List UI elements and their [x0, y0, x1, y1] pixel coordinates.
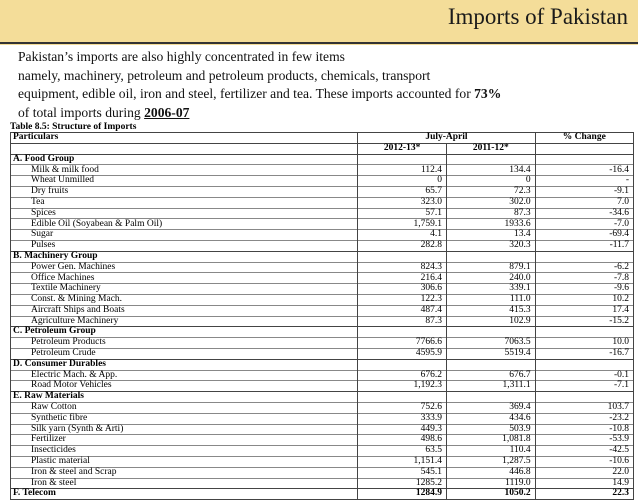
intro-line-3	[18, 85, 633, 104]
row-particular: Pulses	[11, 240, 358, 251]
table-row	[11, 197, 634, 208]
table-row	[11, 240, 634, 251]
row-value-2012-13: 87.3	[358, 316, 447, 327]
row-percent-change: -34.6	[535, 208, 633, 219]
period-value: 2006-07	[144, 104, 190, 120]
row-particular: Petroleum Crude	[11, 348, 358, 359]
row-value-2011-12: 676.7	[446, 370, 535, 381]
row-percent-change: -7.8	[535, 273, 633, 284]
row-percent-change: -11.7	[535, 240, 633, 251]
table-row	[11, 370, 634, 381]
row-value-2011-12: 415.3	[446, 305, 535, 316]
row-value-2012-13	[358, 327, 447, 338]
table-row	[11, 262, 634, 273]
row-particular: Road Motor Vehicles	[11, 381, 358, 392]
group-row	[11, 489, 634, 500]
table-row	[11, 446, 634, 457]
table-row	[11, 413, 634, 424]
row-percent-change	[535, 392, 633, 403]
row-value-2011-12: 320.3	[446, 240, 535, 251]
row-value-2011-12: 339.1	[446, 284, 535, 295]
row-percent-change: 7.0	[535, 197, 633, 208]
row-particular: Wheat Unmilled	[11, 176, 358, 187]
row-value-2011-12: 369.4	[446, 402, 535, 413]
header-blank	[11, 143, 358, 154]
row-value-2012-13: 752.6	[358, 402, 447, 413]
row-percent-change	[535, 154, 633, 165]
table-row	[11, 435, 634, 446]
row-percent-change: -10.8	[535, 424, 633, 435]
group-row	[11, 392, 634, 403]
row-particular: Synthetic fibre	[11, 413, 358, 424]
header-year-2: 2011-12*	[446, 143, 535, 154]
row-value-2012-13: 1285.2	[358, 478, 447, 489]
table-row	[11, 348, 634, 359]
row-particular: Power Gen. Machines	[11, 262, 358, 273]
row-percent-change: -23.2	[535, 413, 633, 424]
table-row	[11, 316, 634, 327]
row-particular: Tea	[11, 197, 358, 208]
row-value-2012-13: 487.4	[358, 305, 447, 316]
row-percent-change: -42.5	[535, 446, 633, 457]
row-value-2012-13: 824.3	[358, 262, 447, 273]
table-row	[11, 176, 634, 187]
table-row	[11, 186, 634, 197]
header-year-1: 2012-13*	[358, 143, 447, 154]
intro-paragraph	[18, 48, 633, 122]
row-percent-change	[535, 359, 633, 370]
row-percent-change: -6.2	[535, 262, 633, 273]
row-value-2012-13: 4.1	[358, 230, 447, 241]
row-particular: Milk & milk food	[11, 165, 358, 176]
row-value-2012-13: 449.3	[358, 424, 447, 435]
row-particular: Edible Oil (Soyabean & Palm Oil)	[11, 219, 358, 230]
table-row	[11, 305, 634, 316]
row-value-2011-12	[446, 154, 535, 165]
row-percent-change: -53.9	[535, 435, 633, 446]
row-value-2011-12: 0	[446, 176, 535, 187]
row-particular: Petroleum Products	[11, 338, 358, 349]
row-value-2012-13: 282.8	[358, 240, 447, 251]
row-particular: Silk yarn (Synth & Arti)	[11, 424, 358, 435]
intro-line-2: namely, machinery, petroleum and petroleum products, chemicals, transport	[18, 67, 431, 83]
row-value-2011-12: 134.4	[446, 165, 535, 176]
header-particulars: Particulars	[11, 133, 358, 144]
row-value-2011-12: 1,081.8	[446, 435, 535, 446]
row-value-2011-12: 879.1	[446, 262, 535, 273]
row-percent-change: 22.3	[535, 489, 633, 500]
page-title: Imports of Pakistan	[447, 4, 628, 29]
row-value-2012-13: 545.1	[358, 467, 447, 478]
header-change: % Change	[535, 133, 633, 144]
intro-line-1: Pakistan’s imports are also highly concentrated in few items	[18, 49, 345, 64]
table-header-row-1	[11, 133, 634, 144]
row-value-2012-13: 122.3	[358, 294, 447, 305]
row-particular: Office Machines	[11, 273, 358, 284]
intro-line-4-text: of total imports during	[18, 104, 145, 120]
row-value-2012-13: 1,151.4	[358, 456, 447, 467]
row-percent-change: 17.4	[535, 305, 633, 316]
row-value-2012-13: 498.6	[358, 435, 447, 446]
row-value-2012-13: 306.6	[358, 284, 447, 295]
row-percent-change: 10.2	[535, 294, 633, 305]
row-value-2011-12: 1,311.1	[446, 381, 535, 392]
row-particular: Raw Cotton	[11, 402, 358, 413]
row-value-2011-12: 1933.6	[446, 219, 535, 230]
row-percent-change: -16.4	[535, 165, 633, 176]
row-value-2011-12: 87.3	[446, 208, 535, 219]
row-value-2012-13: 0	[358, 176, 447, 187]
row-value-2011-12: 7063.5	[446, 338, 535, 349]
row-value-2011-12: 1119.0	[446, 478, 535, 489]
group-row	[11, 251, 634, 262]
row-particular: Textile Machinery	[11, 284, 358, 295]
row-value-2012-13: 7766.6	[358, 338, 447, 349]
row-particular: F. Telecom	[11, 489, 358, 500]
row-value-2012-13: 65.7	[358, 186, 447, 197]
row-value-2012-13: 333.9	[358, 413, 447, 424]
row-value-2011-12: 5519.4	[446, 348, 535, 359]
row-value-2012-13: 63.5	[358, 446, 447, 457]
row-value-2011-12: 1050.2	[446, 489, 535, 500]
row-value-2012-13: 1,759.1	[358, 219, 447, 230]
row-value-2011-12	[446, 359, 535, 370]
row-value-2011-12	[446, 327, 535, 338]
row-percent-change: -10.6	[535, 456, 633, 467]
row-particular: A. Food Group	[11, 154, 358, 165]
row-particular: Fertilizer	[11, 435, 358, 446]
table-caption: Table 8.5: Structure of Imports	[10, 122, 137, 132]
row-percent-change: -7.1	[535, 381, 633, 392]
row-particular: Sugar	[11, 230, 358, 241]
table-row	[11, 402, 634, 413]
table-row	[11, 294, 634, 305]
table-row	[11, 284, 634, 295]
row-percent-change: -	[535, 176, 633, 187]
row-value-2012-13: 676.2	[358, 370, 447, 381]
row-particular: Dry fruits	[11, 186, 358, 197]
row-percent-change: -9.6	[535, 284, 633, 295]
table-row	[11, 219, 634, 230]
row-percent-change: -15.2	[535, 316, 633, 327]
table-row	[11, 230, 634, 241]
row-percent-change: 103.7	[535, 402, 633, 413]
table-row	[11, 467, 634, 478]
row-value-2012-13: 112.4	[358, 165, 447, 176]
group-row	[11, 154, 634, 165]
group-row	[11, 359, 634, 370]
row-particular: Iron & steel and Scrap	[11, 467, 358, 478]
row-particular: Insecticides	[11, 446, 358, 457]
row-percent-change: -9.1	[535, 186, 633, 197]
row-percent-change: 14.9	[535, 478, 633, 489]
row-particular: Electric Mach. & App.	[11, 370, 358, 381]
row-value-2011-12: 503.9	[446, 424, 535, 435]
row-particular: Const. & Mining Mach.	[11, 294, 358, 305]
table-row	[11, 478, 634, 489]
row-particular: Aircraft Ships and Boats	[11, 305, 358, 316]
row-particular: C. Petroleum Group	[11, 327, 358, 338]
row-value-2012-13: 1284.9	[358, 489, 447, 500]
row-value-2011-12: 240.0	[446, 273, 535, 284]
table-row	[11, 208, 634, 219]
row-value-2012-13	[358, 392, 447, 403]
row-particular: Spices	[11, 208, 358, 219]
row-value-2012-13: 216.4	[358, 273, 447, 284]
row-value-2011-12: 13.4	[446, 230, 535, 241]
row-percent-change	[535, 251, 633, 262]
row-value-2012-13	[358, 251, 447, 262]
intro-line-4	[18, 104, 633, 123]
row-value-2012-13: 1,192.3	[358, 381, 447, 392]
row-percent-change: 10.0	[535, 338, 633, 349]
row-percent-change	[535, 327, 633, 338]
row-value-2011-12: 72.3	[446, 186, 535, 197]
row-value-2011-12: 1,287.5	[446, 456, 535, 467]
title-banner	[0, 0, 638, 45]
group-row	[11, 327, 634, 338]
row-value-2011-12: 110.4	[446, 446, 535, 457]
import-share-value: 73%	[474, 86, 502, 101]
table-row	[11, 165, 634, 176]
row-particular: D. Consumer Durables	[11, 359, 358, 370]
row-value-2011-12	[446, 251, 535, 262]
table-row	[11, 456, 634, 467]
row-particular: Iron & steel	[11, 478, 358, 489]
table-header-row-2	[11, 143, 634, 154]
row-particular: Plastic material	[11, 456, 358, 467]
row-value-2012-13: 323.0	[358, 197, 447, 208]
table-row	[11, 338, 634, 349]
row-percent-change: -0.1	[535, 370, 633, 381]
row-value-2011-12: 434.6	[446, 413, 535, 424]
row-percent-change: -16.7	[535, 348, 633, 359]
row-value-2012-13: 57.1	[358, 208, 447, 219]
imports-table	[10, 132, 634, 500]
row-percent-change: -7.0	[535, 219, 633, 230]
intro-line-3-text: equipment, edible oil, iron and steel, fertilizer and tea. These imports accounted for	[18, 86, 475, 101]
row-particular: B. Machinery Group	[11, 251, 358, 262]
header-blank-2	[535, 143, 633, 154]
row-value-2012-13	[358, 154, 447, 165]
imports-table-container	[10, 122, 638, 500]
row-particular: Agriculture Machinery	[11, 316, 358, 327]
table-row	[11, 381, 634, 392]
row-value-2012-13: 4595.9	[358, 348, 447, 359]
row-value-2011-12: 111.0	[446, 294, 535, 305]
table-row	[11, 424, 634, 435]
title-divider	[0, 42, 638, 44]
row-particular: E. Raw Materials	[11, 392, 358, 403]
row-value-2011-12	[446, 392, 535, 403]
row-value-2011-12: 102.9	[446, 316, 535, 327]
row-value-2011-12: 446.8	[446, 467, 535, 478]
header-period: July-April	[358, 133, 535, 144]
row-percent-change: -69.4	[535, 230, 633, 241]
row-percent-change: 22.0	[535, 467, 633, 478]
row-value-2012-13	[358, 359, 447, 370]
row-value-2011-12: 302.0	[446, 197, 535, 208]
table-row	[11, 273, 634, 284]
